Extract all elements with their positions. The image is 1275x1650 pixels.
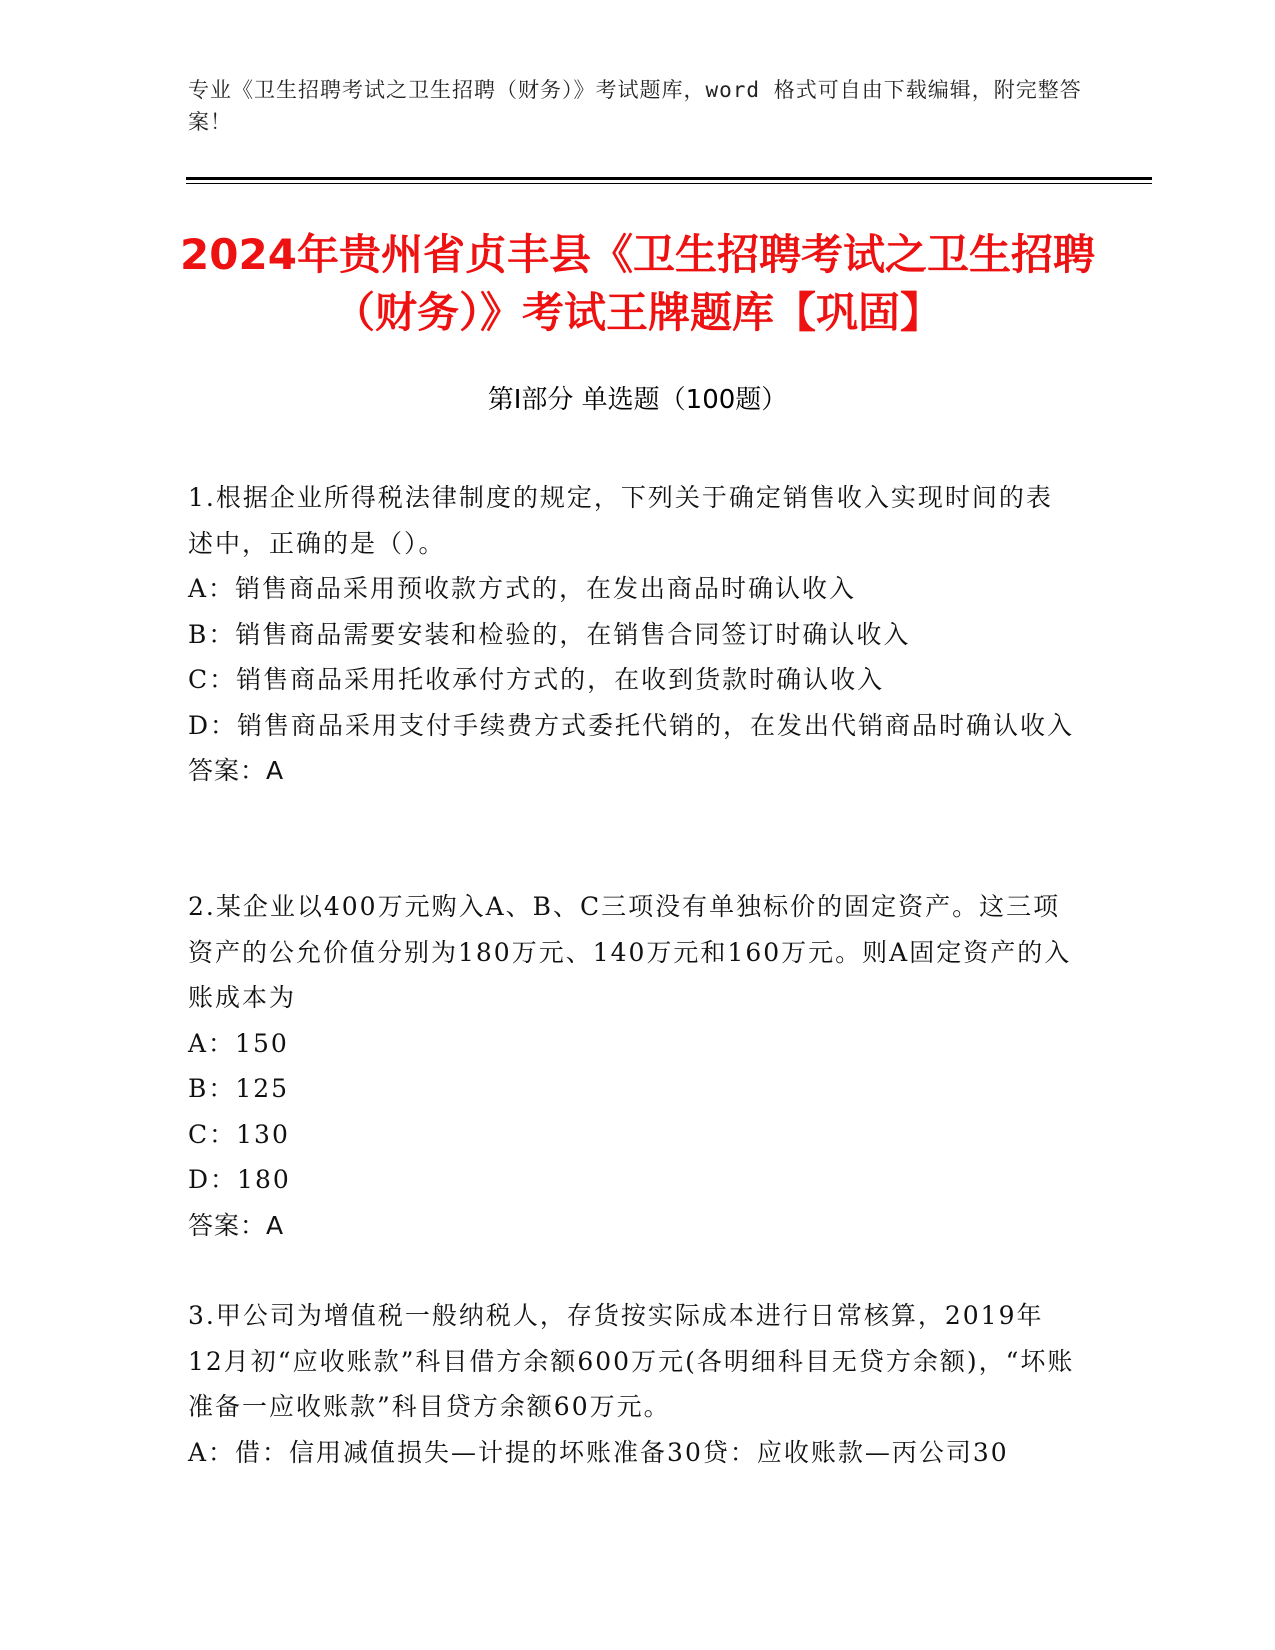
option-a: A：销售商品采用预收款方式的，在发出商品时确认收入 xyxy=(188,574,857,603)
option-b: B：销售商品需要安装和检验的，在销售合同签订时确认收入 xyxy=(188,619,911,649)
option-d: D：销售商品采用支付手续费方式委托代销的，在发出代销商品时确认收入 xyxy=(188,710,1075,740)
answer: 答案：A xyxy=(188,1210,285,1240)
header-rule-thin xyxy=(186,183,1152,184)
option-d: D：180 xyxy=(188,1165,291,1194)
question-3 xyxy=(188,1293,1078,1475)
question-1 xyxy=(188,475,1078,794)
option-a: A：150 xyxy=(188,1028,289,1058)
question-2 xyxy=(188,884,1078,1248)
header-note: 专业《卫生招聘考试之卫生招聘（财务）》考试题库，word 格式可自由下载编辑，附完整答案！ xyxy=(188,78,1082,134)
question-stem: 2.某企业以400万元购入A、B、C三项没有单独标价的固定资产。这三项资产的公允价值分别为180万元、140万元和160万元。则A固定资产的入账成本为 xyxy=(188,892,1072,1012)
document-title: 2024年贵州省贞丰县《卫生招聘考试之卫生招聘（财务）》考试王牌题库【巩固】 xyxy=(180,230,1095,337)
option-c: C：销售商品采用托收承付方式的，在收到货款时确认收入 xyxy=(188,665,885,694)
option-a: A：借：信用减值损失—计提的坏账准备30贷：应收账款—丙公司30 xyxy=(188,1437,1009,1467)
answer: 答案：A xyxy=(188,756,285,785)
header-rule-thick xyxy=(186,177,1152,180)
question-stem: 1.根据企业所得税法律制度的规定，下列关于确定销售收入实现时间的表述中，正确的是（）。 xyxy=(188,483,1053,558)
question-stem: 3.甲公司为增值税一般纳税人，存货按实际成本进行日常核算，2019年12月初“应收账款”科目借方余额600万元(各明细科目无贷方余额)，“坏账准备一应收账款”科目贷方余额60万元。 xyxy=(188,1301,1075,1421)
option-b: B：125 xyxy=(188,1074,290,1103)
section-heading: 第I部分 单选题（100题） xyxy=(487,385,788,415)
option-c: C：130 xyxy=(188,1119,290,1149)
